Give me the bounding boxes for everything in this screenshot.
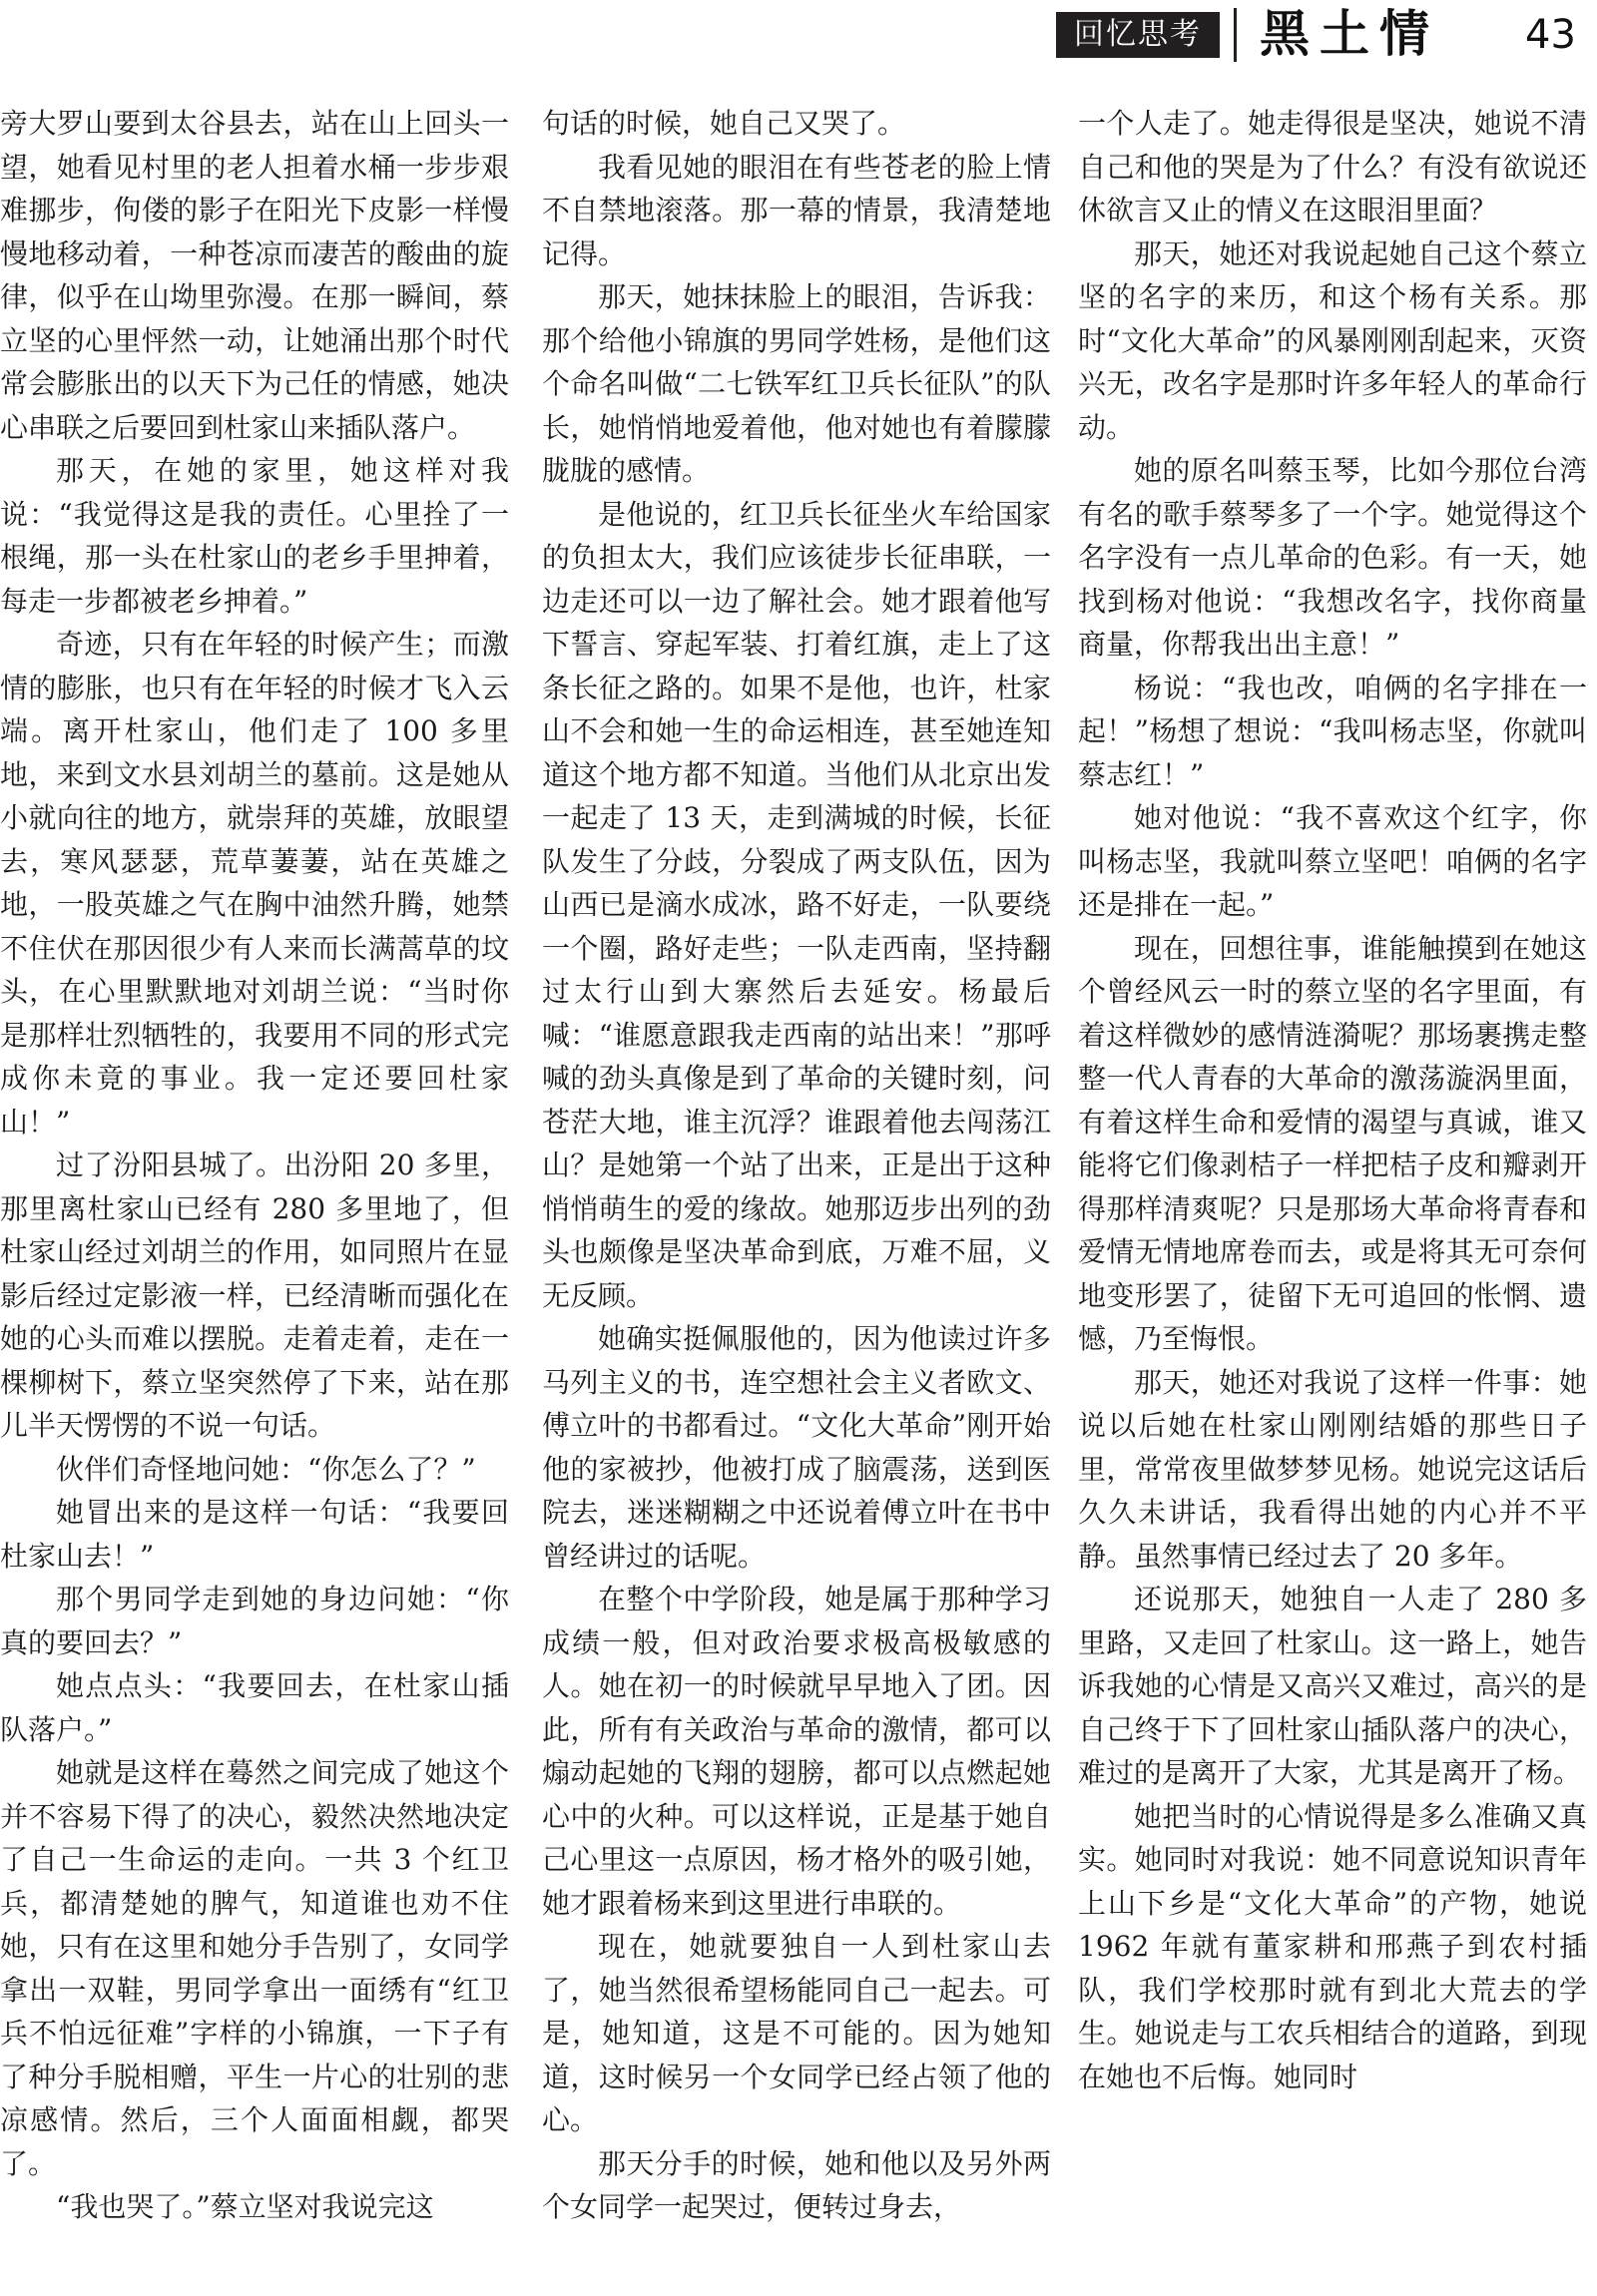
paragraph: 那个男同学走到她的身边问她：“你真的要回去？” <box>0 1583 509 1659</box>
paragraph: 句话的时候，她自己又哭了。 <box>542 107 906 140</box>
paragraph: 是他说的，红卫兵长征坐火车给国家的负担太大，我们应该徒步长征串联，一边走还可以一边了解社会。她才跟着他写下誓言、穿起军装、打着红旗，走上了这条长征之路的。如果不是他，也许，杜家山不会和她一生的命运相连，甚至她连知道这个地方都不知道。当他们从北京出发一起走了 13 天，走到满城的时候，长征队发生了分歧，分裂成了两支队伍，因为山西已是滴水成冰，路不好走，一队要绕一个圈，路好走些；一队走西南，坚持翻过太行山到大寨然后去延安。杨最后喊：“谁愿意跟我走西南的站出来！”那呼喊的劲头真像是到了革命的关键时刻，问苍茫大地，谁主沉浮？谁跟着他去闯荡江山？是她第一个站了出来，正是出于这种悄悄萌生的爱的缘故。她那迈步出列的劲头也颇像是坚决革命到底，万难不屈，义无反顾。 <box>542 497 1051 1312</box>
paragraph: 她把当时的心情说得是多么准确又真实。她同时对我说：她不同意说知识青年上山下乡是“文化大革命”的产物，她说 1962 年就有董家耕和邢燕子到农村插队，我们学校那时就有到北大荒去的学生。她说走与工农兵相结合的道路，到现在她也不后悔。她同时 <box>1078 1799 1587 2093</box>
paragraph: 一个人走了。她走得很是坚决，她说不清自己和他的哭是为了什么？有没有欲说还休欲言又止的情义在这眼泪里面？ <box>1078 107 1587 227</box>
paragraph: 那天，她还对我说了这样一件事：她说以后她在杜家山刚刚结婚的那些日子里，常常夜里做梦梦见杨。她说完这话后久久未讲话，我看得出她的内心并不平静。虽然事情已经过去了 20 多年。 <box>1078 1365 1587 1573</box>
paragraph: 伙伴们奇怪地问她：“你怎么了？” <box>56 1452 476 1486</box>
paragraph: 奇迹，只有在年轻的时候产生；而激情的膨胀，也只有在年轻的时候才飞入云端。离开杜家山，他们走了 100 多里地，来到文水县刘胡兰的墓前。这是她从小就向往的地方，就崇拜的英雄，放眼望去，寒风瑟瑟，荒草萋萋，站在英雄之地，一股英雄之气在胸中油然升腾，她禁不住伏在那因很少有人来而长满蒿草的坟头，在心里默默地对刘胡兰说：“当时你是那样壮烈牺牲的，我要用不同的形式完成你未竟的事业。我一定还要回杜家山！” <box>0 628 509 1139</box>
page-header <box>0 0 1597 70</box>
paragraph: 她的原名叫蔡玉琴，比如今那位台湾有名的歌手蔡琴多了一个字。她觉得这个名字没有一点儿革命的色彩。有一天，她找到杨对他说：“我想改名字，找你商量商量，你帮我出出主意！” <box>1078 454 1587 661</box>
header-divider <box>1234 8 1237 62</box>
paragraph: 那天分手的时候，她和他以及另外两个女同学一起哭过，便转过身去， <box>542 2146 1051 2223</box>
paragraph: 过了汾阳县城了。出汾阳 20 多里，那里离杜家山已经有 280 多里地了，但杜家山经过刘胡兰的作用，如同照片在显影后经过定影液一样，已经清晰而强化在她的心头而难以摆脱。走着走着，走在一棵柳树下，蔡立坚突然停了下来，站在那儿半天愣愣的不说一句话。 <box>0 1148 509 1442</box>
paragraph: 还说那天，她独自一人走了 280 多里路，又走回了杜家山。这一路上，她告诉我她的心情是又高兴又难过，高兴的是自己终于下了回杜家山插队落户的决心，难过的是离开了大家，尤其是离开了杨。 <box>1078 1583 1587 1789</box>
paragraph: 她对他说：“我不喜欢这个红字，你叫杨志坚，我就叫蔡立坚吧！咱俩的名字还是排在一起。” <box>1078 801 1587 921</box>
paragraph: 现在，回想往事，谁能触摸到在她这个曾经风云一时的蔡立坚的名字里面，有着这样微妙的感情涟漪呢？那场裹携走整整一代人青春的大革命的激荡漩涡里面，有着这样生命和爱情的渴望与真诚，谁又能将它们像剥桔子一样把桔子皮和瓣剥开得那样清爽呢？只是那场大革命将青春和爱情无情地席卷而去，或是将其无可奈何地变形罢了，徒留下无可追回的怅惘、遗憾，乃至悔恨。 <box>1078 931 1587 1355</box>
paragraph: 她冒出来的是这样一句话：“我要回杜家山去！” <box>0 1496 509 1573</box>
paragraph: 在整个中学阶段，她是属于那种学习成绩一般，但对政治要求极高极敏感的人。她在初一的时候就早早地入了团。因此，所有有关政治与革命的激情，都可以煽动起她的飞翔的翅膀，都可以点燃起她心中的火种。可以这样说，正是基于她自己心里这一点原因，杨才格外的吸引她，她才跟着杨来到这里进行串联的。 <box>542 1583 1051 1920</box>
section-label: 回忆思考 <box>1056 12 1220 58</box>
paragraph: 那天，她还对我说起她自己这个蔡立坚的名字的来历，和这个杨有关系。那时“文化大革命”的风暴刚刚刮起来，灭资兴无，改名字是那时许多年轻人的革命行动。 <box>1078 236 1587 444</box>
paragraph: “我也哭了。”蔡立坚对我说完这 <box>56 2190 434 2223</box>
paragraph: 那天，她抹抹脸上的眼泪，告诉我：那个给他小锦旗的男同学姓杨，是他们这个命名叫做“二七铁军红卫兵长征队”的队长，她悄悄地爱着他，他对她也有着朦朦胧胧的感情。 <box>542 280 1051 487</box>
text-column-2 <box>542 102 1051 2296</box>
text-column-1 <box>0 102 509 2296</box>
paragraph: 现在，她就要独自一人到杜家山去了，她当然很希望杨能同自己一起去。可是，她知道，这是不可能的。因为她知道，这时候另一个女同学已经占领了他的心。 <box>542 1930 1051 2136</box>
paragraph: 她点点头：“我要回去，在杜家山插队落户。” <box>0 1669 509 1746</box>
paragraph: 她就是这样在蓦然之间完成了她这个并不容易下得了的决心，毅然决然地决定了自己一生命运的走向。一共 3 个红卫兵，都清楚她的脾气，知道谁也劝不住她，只有在这里和她分手告别了，女同学拿出一双鞋，男同学拿出一面绣有“红卫兵不怕远征难”字样的小锦旗，一下子有了种分手脱相赠，平生一片心的壮别的悲凉感情。然后，三个人面面相觑，都哭了。 <box>0 1756 509 2180</box>
paragraph: 她确实挺佩服他的，因为他读过许多马列主义的书，连空想社会主义者欧文、傅立叶的书都看过。“文化大革命”刚开始他的家被抄，他被打成了脑震荡，送到医院去，迷迷糊糊之中还说着傅立叶在书中曾经讲过的话呢。 <box>542 1322 1051 1573</box>
page-number: 43 <box>1525 12 1576 58</box>
paragraph: 那天，在她的家里，她这样对我说：“我觉得这是我的责任。心里拴了一根绳，那一头在杜家山的老乡手里抻着，每走一步都被老乡抻着。” <box>0 454 509 618</box>
magazine-title: 黑土情 <box>1260 4 1439 63</box>
paragraph: 旁大罗山要到太谷县去，站在山上回头一望，她看见村里的老人担着水桶一步步艰难挪步，佝偻的影子在阳光下皮影一样慢慢地移动着，一种苍凉而凄苦的酸曲的旋律，似乎在山坳里弥漫。在那一瞬间，蔡立坚的心里怦然一动，让她涌出那个时代常会膨胀出的以天下为己任的情感，她决心串联之后要回到杜家山来插队落户。 <box>0 107 509 444</box>
text-column-3 <box>1078 102 1587 2296</box>
paragraph: 杨说：“我也改，咱俩的名字排在一起！”杨想了想说：“我叫杨志坚，你就叫蔡志红！” <box>1078 671 1587 791</box>
paragraph: 我看见她的眼泪在有些苍老的脸上情不自禁地滚落。那一幕的情景，我清楚地记得。 <box>542 150 1051 270</box>
